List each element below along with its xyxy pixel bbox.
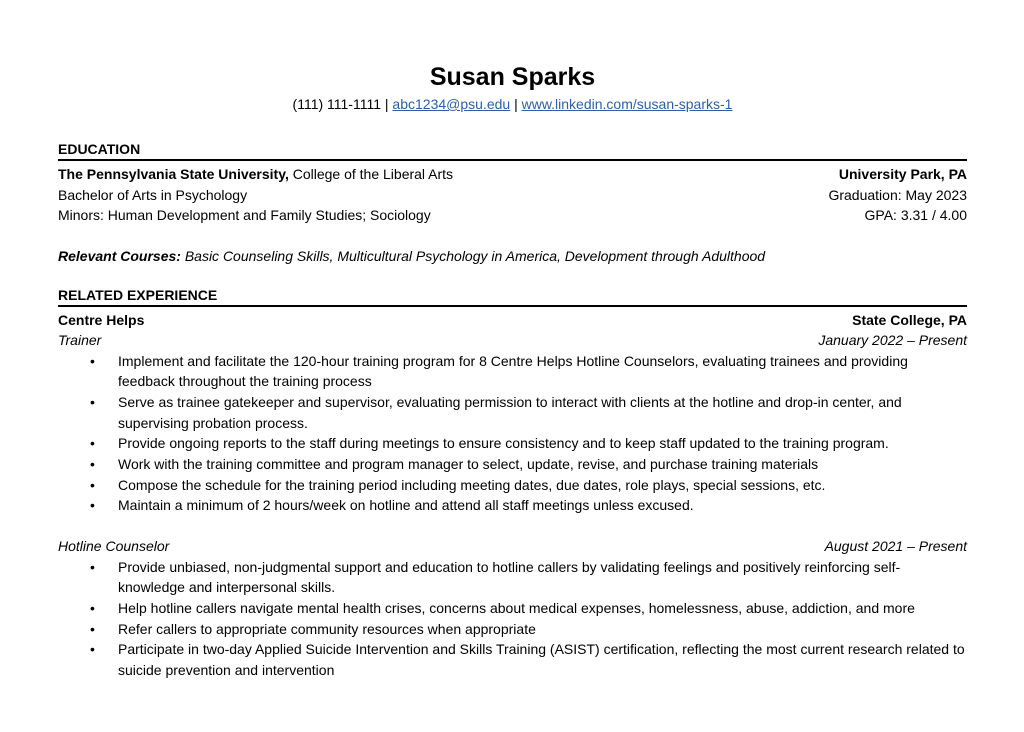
bullet-text: Implement and facilitate the 120-hour training program for 8 Centre Helps Hotline Counselors, evaluating trainees and providing feedback throughout the training process (118, 352, 908, 390)
bullet-dot: • (90, 476, 95, 493)
bullet-text: Provide ongoing reports to the staff during meetings to ensure consistency and to keep staff updated to the training program. (118, 435, 889, 452)
list-item (58, 433, 967, 454)
bullet-text: Provide unbiased, non-judgmental support and education to hotline callers by validating feelings and positively reinforcing self-knowledge and interpersonal skills. (118, 558, 901, 596)
bullet-dot: • (90, 435, 95, 452)
contact-line (58, 94, 967, 114)
bullet-text: Refer callers to appropriate community resources when appropriate (118, 620, 536, 637)
contact-separator: | (514, 96, 518, 112)
candidate-name: Susan Sparks (429, 63, 596, 91)
bullet-text: Maintain a minimum of 2 hours/week on hotline and attend all staff meetings unless excused. (118, 497, 694, 514)
experience-heading: RELATED EXPERIENCE (58, 286, 967, 307)
graduation-date: Graduation: May 2023 (828, 186, 967, 203)
bullet-text: Compose the schedule for the training period including meeting dates, due dates, role plays, special sessions, etc. (118, 476, 826, 493)
linkedin-link[interactable]: www.linkedin.com/susan-sparks-1 (521, 96, 733, 112)
list-item (58, 351, 967, 392)
role-row (58, 536, 967, 557)
bullet-dot: • (90, 600, 95, 617)
education-school-row (58, 164, 967, 185)
role-row (58, 330, 967, 351)
bullet-dot: • (90, 352, 95, 369)
courses-label: Relevant Courses: (58, 247, 181, 264)
relevant-courses (58, 246, 967, 266)
org-name: Centre Helps (58, 311, 145, 328)
education-degree-row (58, 185, 967, 206)
bullet-dot: • (90, 393, 95, 410)
courses-list: Basic Counseling Skills, Multicultural Psychology in America, Development through Adulthood (180, 247, 766, 264)
school-location: University Park, PA (838, 166, 967, 182)
email-link[interactable]: abc1234@psu.edu (392, 96, 511, 112)
org-location: State College, PA (852, 311, 967, 328)
list-item (58, 454, 967, 475)
role-bullets (58, 557, 967, 681)
minors: Minors: Human Development and Family Studies; Sociology (58, 207, 431, 223)
education-heading: EDUCATION (58, 140, 967, 161)
list-item (58, 475, 967, 496)
role-title: Trainer (58, 332, 102, 348)
list-item (58, 619, 967, 640)
role-bullets (58, 351, 967, 517)
bullet-text: Help hotline callers navigate mental health crises, concerns about medical expenses, homelessness, abuse, addiction, and more (118, 600, 915, 617)
phone-number: (111) 111-1111 (292, 96, 381, 112)
list-item (58, 557, 967, 598)
bullet-text: Participate in two-day Applied Suicide Intervention and Skills Training (ASIST) certification, reflecting the most current research related to suicide prevention and intervention (118, 641, 965, 679)
bullet-dot: • (90, 558, 95, 575)
org-row (58, 310, 967, 331)
bullet-dot: • (90, 620, 95, 637)
contact-separator: | (384, 96, 389, 112)
role-dates: August 2021 – Present (824, 538, 967, 555)
bullet-dot: • (90, 456, 95, 473)
education-minors-row (58, 205, 967, 226)
degree: Bachelor of Arts in Psychology (58, 186, 248, 203)
bullet-dot: • (90, 641, 95, 658)
role-dates: January 2022 – Present (818, 332, 967, 348)
list-item (58, 495, 967, 516)
list-item (58, 392, 967, 433)
resume-page (58, 60, 967, 681)
list-item (58, 598, 967, 619)
bullet-text: Serve as trainee gatekeeper and supervisor, evaluating permission to interact with clients at the hotline and drop-in center, and supervising probation process. (118, 393, 902, 431)
bullet-dot: • (90, 497, 95, 514)
bullet-text: Work with the training committee and program manager to select, update, revise, and purchase training materials (118, 456, 819, 473)
role-title: Hotline Counselor (58, 538, 170, 555)
college-name: College of the Liberal Arts (288, 166, 454, 182)
school-name: The Pennsylvania State University, (58, 166, 289, 182)
gpa: GPA: 3.31 / 4.00 (864, 207, 967, 223)
list-item (58, 639, 967, 680)
